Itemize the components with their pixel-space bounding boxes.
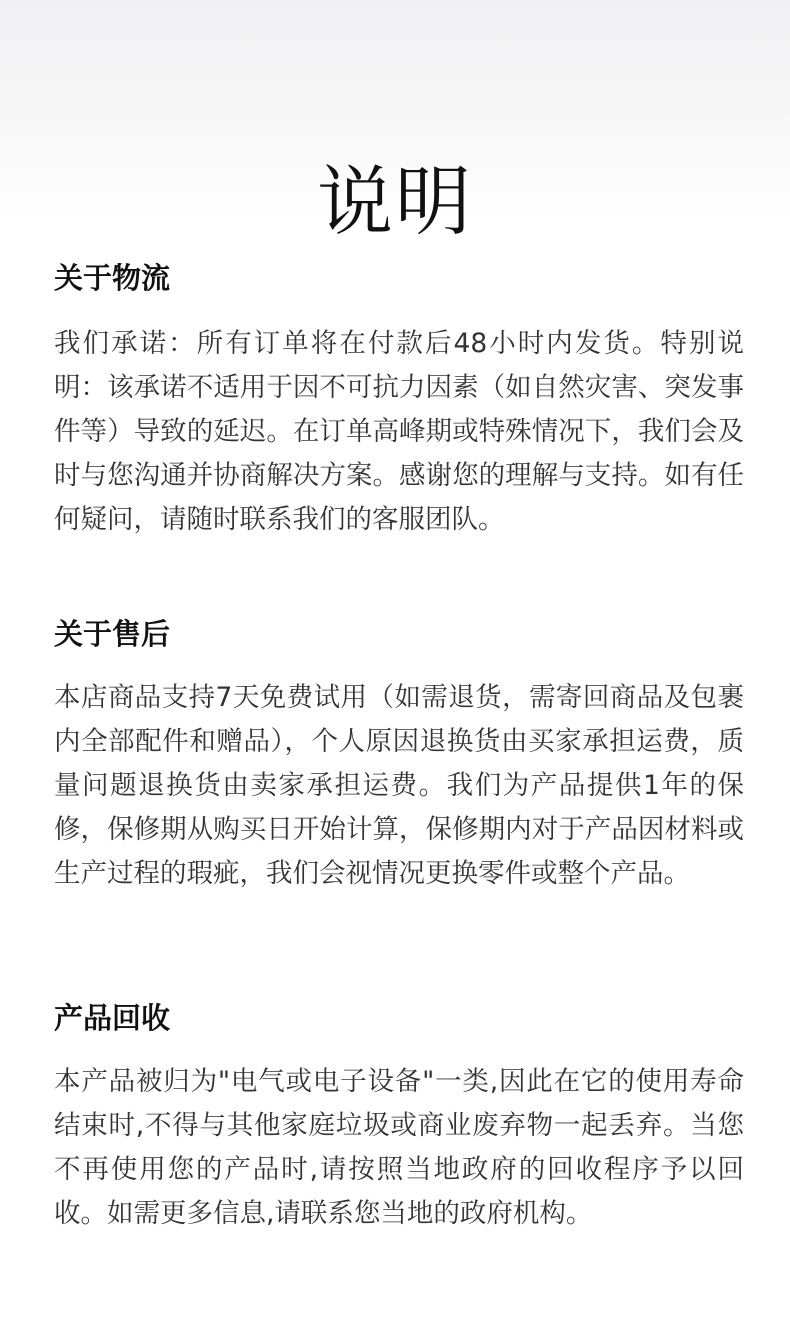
section-heading-logistics: 关于物流 bbox=[54, 261, 171, 295]
section-logistics bbox=[54, 258, 744, 542]
section-heading-recycling: 产品回收 bbox=[54, 1001, 171, 1035]
section-body-after-sales: 本店商品支持7天免费试用（如需退货，需寄回商品及包裹内全部配件和赠品），个人原因退换货由买家承担运费，质量问题退换货由卖家承担运费。我们为产品提供1年的保修，保修期从购买日开始计算，保修期内对于产品因材料或生产过程的瑕疵，我们会视情况更换零件或整个产品。 bbox=[54, 682, 744, 889]
section-heading-after-sales: 关于售后 bbox=[54, 617, 171, 651]
section-body-recycling: 本产品被归为"电气或电子设备"一类,因此在它的使用寿命结束时,不得与其他家庭垃圾或商业废弃物一起丢弃。当您不再使用您的产品时,请按照当地政府的回收程序予以回收。如需更多信息,请联系您当地的政府机构。 bbox=[54, 1066, 744, 1229]
page-title: 说明 bbox=[317, 156, 473, 246]
section-recycling bbox=[54, 998, 744, 1236]
section-after-sales bbox=[54, 614, 744, 896]
section-body-logistics: 我们承诺：所有订单将在付款后48小时内发货。特别说明：该承诺不适用于因不可抗力因素（如自然灾害、突发事件等）导致的延迟。在订单高峰期或特殊情况下，我们会及时与您沟通并协商解决方案。感谢您的理解与支持。如有任何疑问，请随时联系我们的客服团队。 bbox=[54, 328, 744, 535]
